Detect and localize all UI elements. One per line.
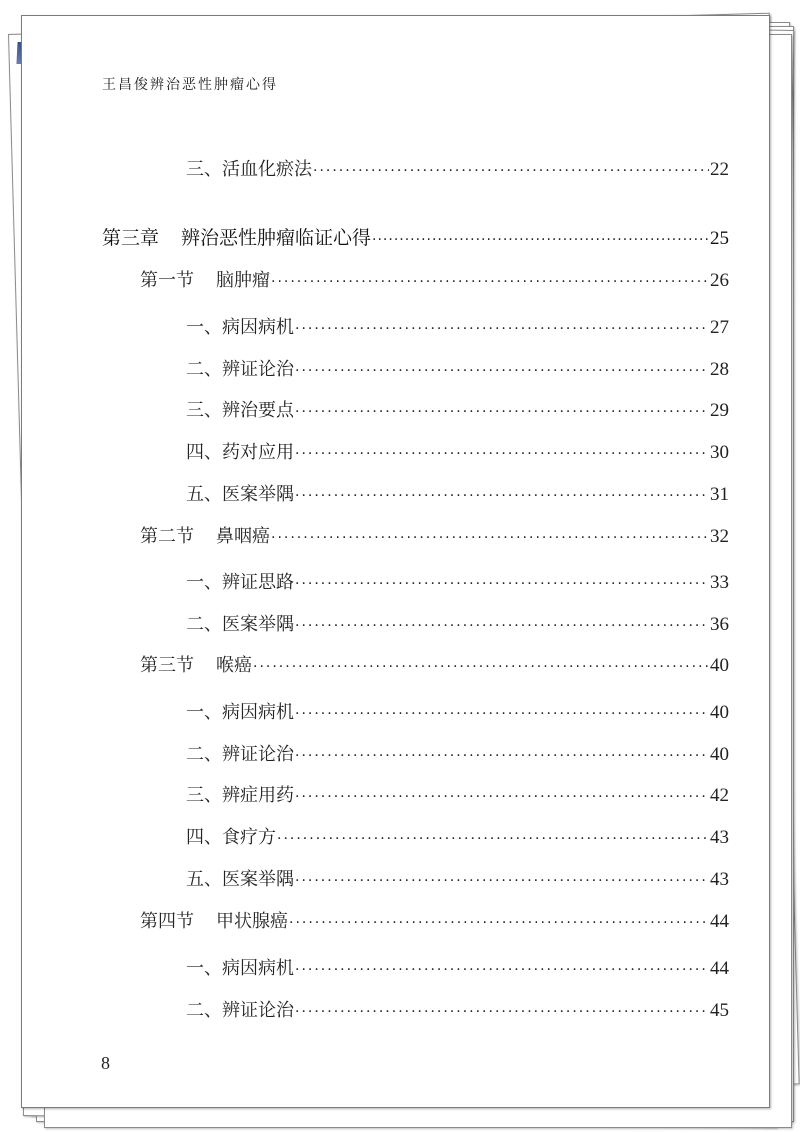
- toc-entry-page: 43: [710, 827, 729, 848]
- toc-entry-item[interactable]: [186, 740, 729, 766]
- toc-entry-number: 第一节: [140, 270, 194, 291]
- toc-entry-title: 四、食疗方: [186, 827, 276, 848]
- toc-entry-title: 二、辨证论治: [186, 744, 294, 765]
- toc-entry-page: 33: [710, 572, 729, 593]
- toc-entry-title: 辨治恶性肿瘤临证心得: [181, 227, 372, 249]
- toc-entry-item[interactable]: [186, 954, 729, 980]
- page-number: 8: [101, 1053, 110, 1073]
- dot-leader: [295, 618, 709, 634]
- toc-entry-page: 40: [710, 655, 729, 676]
- toc-entry-title: 二、辨证论治: [186, 1000, 294, 1021]
- toc-entry-page: 43: [710, 869, 729, 890]
- toc-entry-number: 第四节: [140, 911, 194, 932]
- toc-entry-item[interactable]: [186, 823, 729, 849]
- toc-entry-title: 三、辨治要点: [186, 400, 294, 421]
- dot-leader: [271, 530, 709, 546]
- toc-entry-title: 鼻咽癌: [216, 526, 270, 547]
- toc-entry-section[interactable]: [140, 266, 729, 292]
- dot-leader: [295, 446, 709, 462]
- toc-entry-page: 44: [710, 958, 729, 979]
- toc-entry-item[interactable]: [186, 480, 729, 506]
- toc-entry-item[interactable]: [186, 438, 729, 464]
- dot-leader: [295, 404, 709, 420]
- dot-leader: [295, 488, 709, 504]
- toc-entry-title: 四、药对应用: [186, 442, 294, 463]
- dot-leader: [271, 274, 709, 290]
- dot-leader: [295, 789, 709, 805]
- dot-leader: [372, 232, 709, 248]
- toc-entry-item[interactable]: [186, 355, 729, 381]
- dot-leader: [295, 1004, 709, 1020]
- running-head: 王昌俊辨治恶性肿瘤心得: [102, 77, 278, 93]
- toc-entry-page: 26: [710, 270, 729, 291]
- toc-entry-title: 二、辨证论治: [186, 359, 294, 380]
- toc-entry-title: 喉癌: [216, 655, 252, 676]
- dot-leader: [295, 962, 709, 978]
- toc-entry-section[interactable]: [140, 907, 729, 933]
- toc-entry-title: 甲状腺癌: [216, 911, 288, 932]
- toc-entry-title: 五、医案举隅: [186, 869, 294, 890]
- toc-entry-title: 一、病因病机: [186, 702, 294, 723]
- toc-entry-page: 44: [710, 911, 729, 932]
- document-page: [21, 15, 770, 1108]
- toc-entry-page: 27: [710, 317, 729, 338]
- dot-leader: [295, 321, 709, 337]
- toc-entry-number: 第二节: [140, 526, 194, 547]
- toc-entry-page: 45: [710, 1000, 729, 1021]
- toc-entry-title: 一、病因病机: [186, 958, 294, 979]
- toc-entry-item[interactable]: [186, 610, 729, 636]
- toc-entry-section[interactable]: [140, 522, 729, 548]
- toc-entry-item[interactable]: [186, 396, 729, 422]
- dot-leader: [295, 748, 709, 764]
- toc-entry-item[interactable]: [186, 865, 729, 891]
- toc-entry-chapter[interactable]: [102, 223, 729, 249]
- toc-entry-page: 42: [710, 785, 729, 806]
- toc-entry-number: 第三章: [102, 227, 160, 249]
- toc-entry-item[interactable]: [186, 698, 729, 724]
- toc-entry-title: 二、医案举隅: [186, 614, 294, 635]
- dot-leader: [253, 659, 709, 675]
- toc-entry-title: 三、活血化瘀法: [186, 159, 312, 180]
- dot-leader: [295, 706, 709, 722]
- toc-entry-page: 30: [710, 442, 729, 463]
- toc-entry-page: 40: [710, 702, 729, 723]
- toc-entry-item[interactable]: [186, 568, 729, 594]
- toc-entry-title: 一、病因病机: [186, 317, 294, 338]
- dot-leader: [295, 363, 709, 379]
- dot-leader: [277, 831, 709, 847]
- toc-entry-page: 32: [710, 526, 729, 547]
- toc-entry-page: 40: [710, 744, 729, 765]
- dot-leader: [295, 873, 709, 889]
- dot-leader: [295, 576, 709, 592]
- toc-entry-page: 22: [710, 159, 729, 180]
- toc-entry-page: 29: [710, 400, 729, 421]
- toc-entry-item[interactable]: [186, 313, 729, 339]
- toc-entry-item[interactable]: [186, 155, 729, 181]
- toc-entry-page: 25: [710, 228, 729, 249]
- toc-entry-page: 36: [710, 614, 729, 635]
- toc-entry-page: 31: [710, 484, 729, 505]
- toc-entry-title: 三、辨症用药: [186, 785, 294, 806]
- toc-entry-number: 第三节: [140, 655, 194, 676]
- toc-entry-item[interactable]: [186, 781, 729, 807]
- toc-entry-title: 一、辨证思路: [186, 572, 294, 593]
- toc-entry-title: 脑肿瘤: [216, 270, 270, 291]
- dot-leader: [313, 163, 709, 179]
- toc-entry-item[interactable]: [186, 996, 729, 1022]
- dot-leader: [289, 915, 709, 931]
- toc-entry-section[interactable]: [140, 651, 729, 677]
- toc-entry-title: 五、医案举隅: [186, 484, 294, 505]
- toc-entry-page: 28: [710, 359, 729, 380]
